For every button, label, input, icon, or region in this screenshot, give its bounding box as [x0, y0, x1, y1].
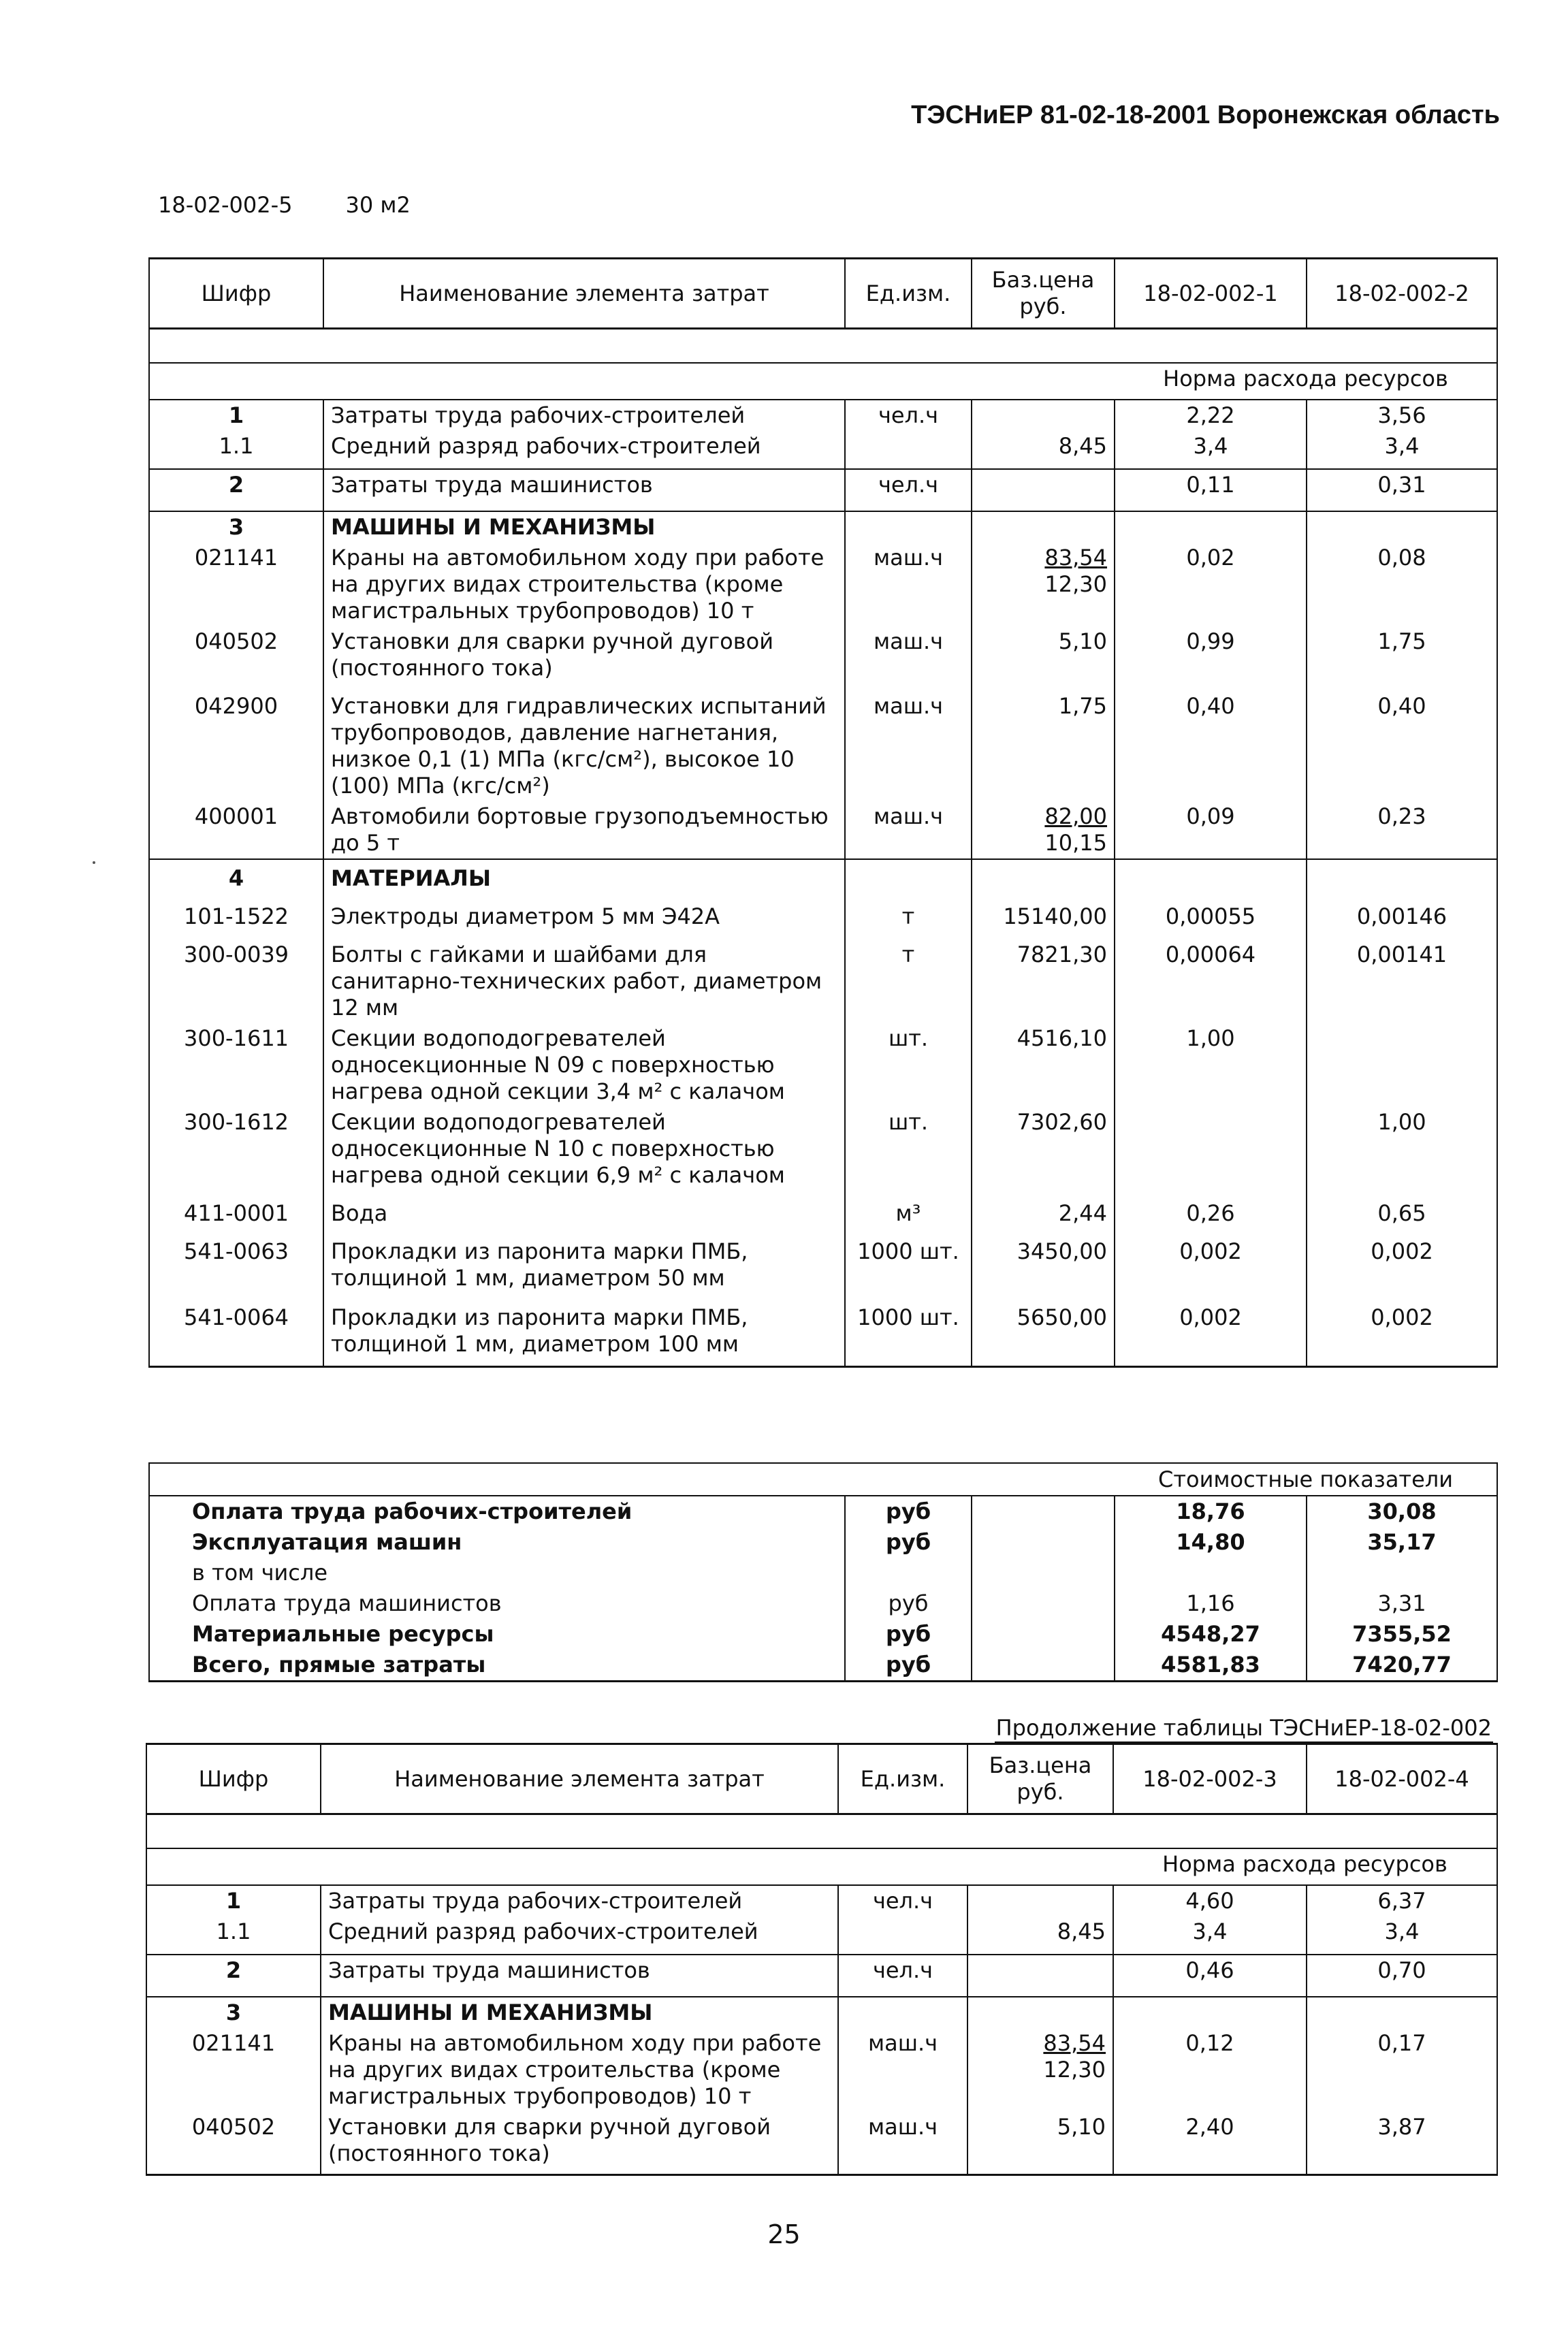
cost-row: Всего, прямые затраты руб 4581,83 7420,77 [149, 1650, 1497, 1682]
norms-table-1 [148, 257, 1498, 1368]
table-code: 18-02-002-5 [158, 192, 293, 218]
table-row: 300-1611 Секции водоподогревателей односекционные N 09 с поверхностью нагрева одной секции 3,4 м² с калачом шт. 4516,10 1,00 [149, 1023, 1497, 1107]
continuation-title: Продолжение таблицы ТЭСНиЕР-18-02-002 [995, 1714, 1493, 1743]
section-row: 3 МАШИНЫ И МЕХАНИЗМЫ [146, 1997, 1497, 2028]
header-column-2: 18-02-002-2 [1307, 259, 1497, 329]
header-base-price: Баз.цена руб. [967, 1744, 1113, 1814]
table-row: 2 Затраты труда машинистов чел.ч 0,11 0,31 [149, 469, 1497, 511]
norms-table-2 [146, 1743, 1498, 2176]
section-row: 3 МАШИНЫ И МЕХАНИЗМЫ [149, 511, 1497, 543]
norm-label: Норма расхода ресурсов [1115, 363, 1497, 400]
cost-label-row [149, 1463, 1497, 1496]
norm-label-row [149, 363, 1497, 400]
table-row: 1 Затраты труда рабочих-строителей чел.ч 4,60 6,37 [146, 1885, 1497, 1916]
table-row: 040502 Установки для сварки ручной дуговой (постоянного тока) маш.ч 5,10 0,99 1,75 [149, 626, 1497, 684]
cost-row: Эксплуатация машин руб 14,80 35,17 [149, 1527, 1497, 1558]
header-element-name: Наименование элемента затрат [323, 259, 845, 329]
table-row: 541-0063 Прокладки из паронита марки ПМБ, толщиной 1 мм, диаметром 50 мм 1000 шт. 3450,00 0,002 0,002 [149, 1229, 1497, 1294]
header-column-1: 18-02-002-1 [1115, 259, 1307, 329]
document-header-title: ТЭСНиЕР 81-02-18-2001 Воронежская область [911, 101, 1500, 129]
table-row: 1.1 Средний разряд рабочих-строителей 8,45 3,4 3,4 [149, 431, 1497, 469]
table-header-row [149, 259, 1497, 329]
table-row: 411-0001 Вода м³ 2,44 0,26 0,65 [149, 1191, 1497, 1229]
header-unit: Ед.изм. [838, 1744, 967, 1814]
table-row: 042900 Установки для гидравлических испытаний трубопроводов, давление нагнетания, низкое 0,1 (1) МПа (кгс/см²), высокое 10 (100) МПа (кгс/см²) маш.ч 1,75 0,40 0,40 [149, 684, 1497, 801]
table-row: 541-0064 Прокладки из паронита марки ПМБ, толщиной 1 мм, диаметром 100 мм 1000 шт. 5650,00 0,002 0,002 [149, 1294, 1497, 1367]
header-cipher: Шифр [149, 259, 323, 329]
table-row: 101-1522 Электроды диаметром 5 мм Э42А т 15140,00 0,00055 0,00146 [149, 894, 1497, 932]
table-row: 021141 Краны на автомобильном ходу при работе на других видах строительства (кроме магистральных трубопроводов) 10 т маш.ч 83,54 12,30 0,12 0,17 [146, 2028, 1497, 2112]
cost-row: Материальные ресурсы руб 4548,27 7355,52 [149, 1619, 1497, 1650]
header-cipher: Шифр [146, 1744, 321, 1814]
cost-indicators-table [148, 1462, 1498, 1682]
scan-speck [93, 861, 95, 864]
cost-row: Оплата труда рабочих-строителей руб 18,76 30,08 [149, 1496, 1497, 1527]
header-unit: Ед.изм. [845, 259, 972, 329]
header-column-4: 18-02-002-4 [1307, 1744, 1497, 1814]
table-row: 1.1 Средний разряд рабочих-строителей 8,45 3,4 3,4 [146, 1916, 1497, 1955]
section-row: 4 МАТЕРИАЛЫ [149, 859, 1497, 894]
table-row: 021141 Краны на автомобильном ходу при работе на других видах строительства (кроме магистральных трубопроводов) 10 т маш.ч 83,54 12,30 0,02 0,08 [149, 543, 1497, 626]
header-base-price: Баз.цена руб. [972, 259, 1115, 329]
norm-label-row [146, 1848, 1497, 1885]
cost-row: в том числе [149, 1558, 1497, 1588]
table-row: 300-1612 Секции водоподогревателей односекционные N 10 с поверхностью нагрева одной секции 6,9 м² с калачом шт. 7302,60 1,00 [149, 1107, 1497, 1191]
norm-label: Норма расхода ресурсов [1113, 1848, 1497, 1885]
table-row: 2 Затраты труда машинистов чел.ч 0,46 0,70 [146, 1955, 1497, 1997]
cost-label: Стоимостные показатели [1115, 1463, 1497, 1496]
page-number: 25 [767, 2219, 801, 2249]
table-row: 1 Затраты труда рабочих-строителей чел.ч 2,22 3,56 [149, 400, 1497, 431]
header-column-3: 18-02-002-3 [1113, 1744, 1307, 1814]
measurement-unit: 30 м2 [345, 192, 411, 218]
header-element-name: Наименование элемента затрат [321, 1744, 838, 1814]
table-row: 040502 Установки для сварки ручной дуговой (постоянного тока) маш.ч 5,10 2,40 3,87 [146, 2112, 1497, 2175]
cost-row: Оплата труда машинистов руб 1,16 3,31 [149, 1588, 1497, 1619]
table-row: 300-0039 Болты с гайками и шайбами для санитарно-технических работ, диаметром 12 мм т 7821,30 0,00064 0,00141 [149, 932, 1497, 1023]
table-header-row [146, 1744, 1497, 1814]
table-code-line [158, 192, 411, 218]
table-row: 400001 Автомобили бортовые грузоподъемностью до 5 т маш.ч 82,00 10,15 0,09 0,23 [149, 801, 1497, 859]
